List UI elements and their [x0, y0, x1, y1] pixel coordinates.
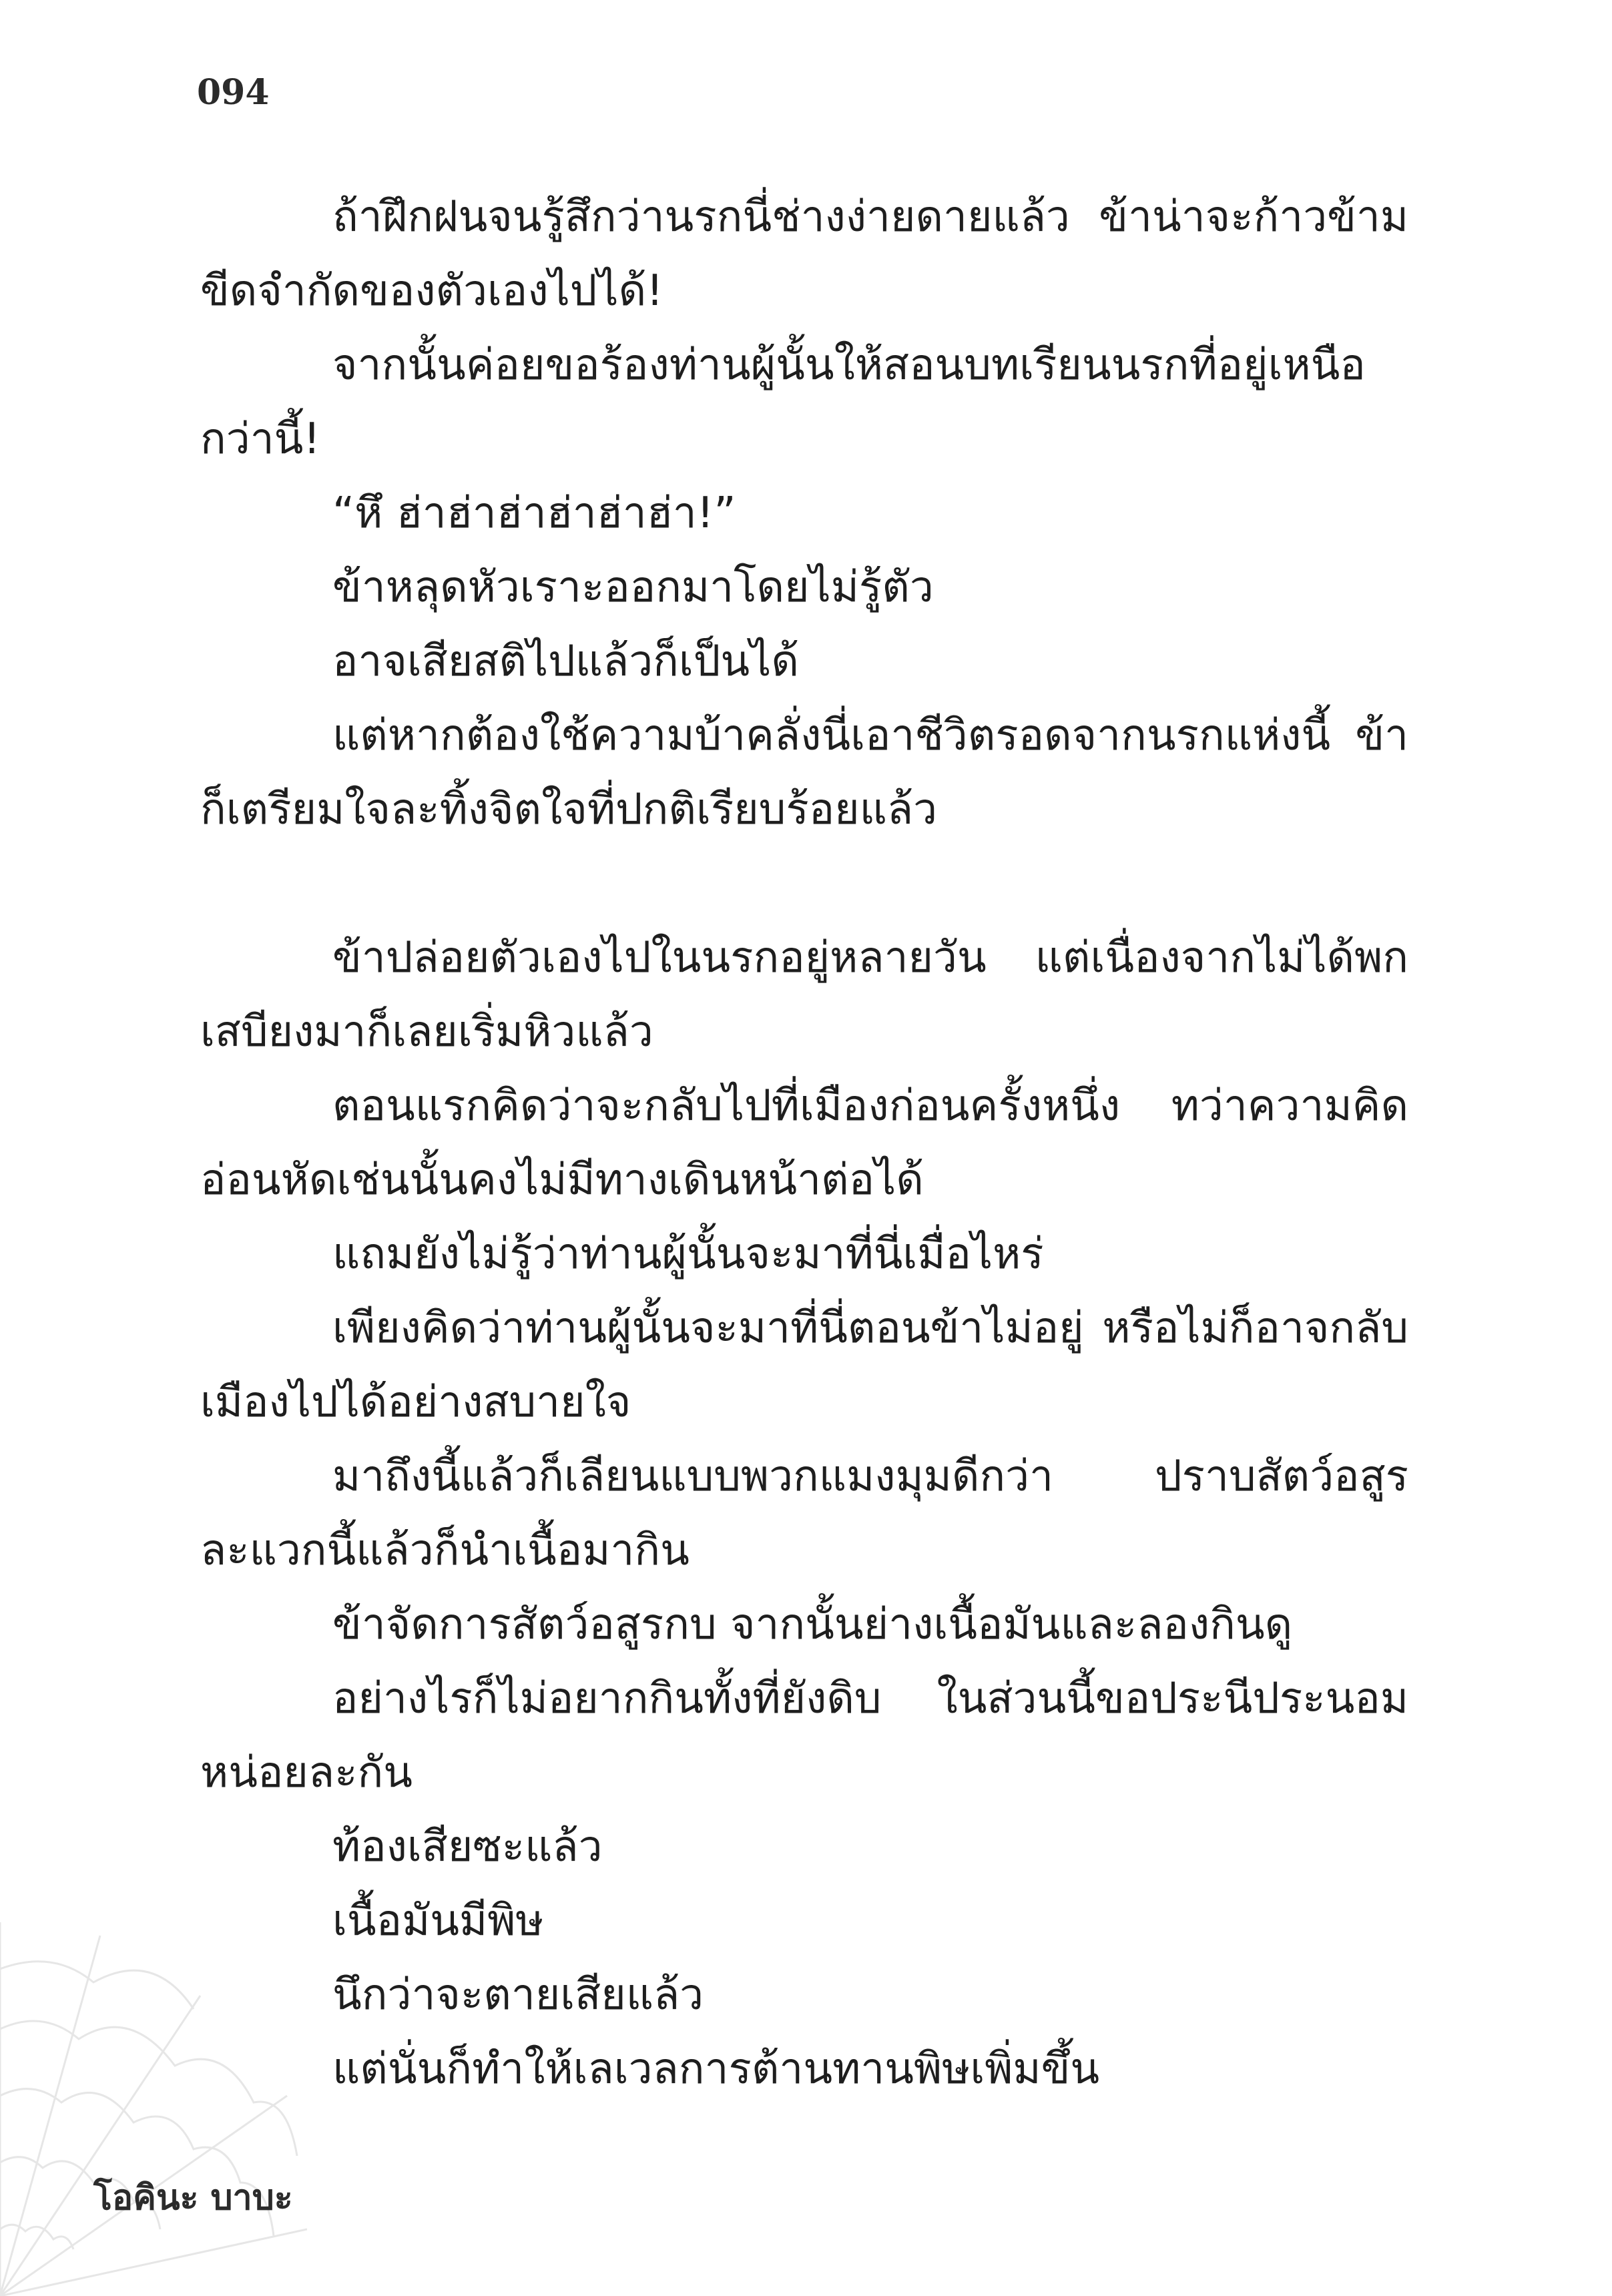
paragraph: มาถึงนี้แล้วก็เลียนแบบพวกแมงมุมดีกว่า ปราบสัตว์อสูรละแวกนี้แล้วก็นำเนื้อมากิน [200, 1452, 1408, 1575]
paragraph: ถ้าฝึกฝนจนรู้สึกว่านรกนี่ช่างง่ายดายแล้ว ข้าน่าจะก้าวข้ามขีดจำกัดของตัวเองไปได้! [200, 192, 1408, 316]
paragraph: เนื้อมันมีพิษ [332, 1896, 544, 1946]
body-text [200, 180, 1408, 2106]
paragraph: นึกว่าจะตายเสียแล้ว [332, 1970, 704, 2020]
author-name: โอคินะ บาบะ [93, 2178, 293, 2218]
paragraph: จากนั้นค่อยขอร้องท่านผู้นั้นให้สอนบทเรียนนรกที่อยู่เหนือกว่านี้! [200, 340, 1366, 464]
paragraph: แต่หากต้องใช้ความบ้าคลั่งนี่เอาชีวิตรอดจากนรกแห่งนี้ ข้าก็เตรียมใจละทิ้งจิตใจที่ปกติเรียบร้อยแล้ว [200, 711, 1408, 834]
paragraph: แต่นั่นก็ทำให้เลเวลการต้านทานพิษเพิ่มขึ้น [332, 2044, 1100, 2094]
page-number: 094 [197, 72, 270, 113]
paragraph: “หึ ฮ่าฮ่าฮ่าฮ่าฮ่าฮ่า!” [332, 489, 736, 538]
paragraph: ข้าหลุดหัวเราะออกมาโดยไม่รู้ตัว [332, 563, 934, 612]
paragraph: อย่างไรก็ไม่อยากกินทั้งที่ยังดิบ ในส่วนนี้ขอประนีประนอมหน่อยละกัน [200, 1674, 1408, 1797]
paragraph: อาจเสียสติไปแล้วก็เป็นได้ [332, 637, 799, 686]
paragraph: ท้องเสียซะแล้ว [332, 1822, 603, 1872]
paragraph: ตอนแรกคิดว่าจะกลับไปที่เมืองก่อนครั้งหนึ่ง ทว่าความคิดอ่อนหัดเช่นนั้นคงไม่มีทางเดินหน้าต่อได้ [200, 1081, 1408, 1205]
paragraph: ข้าปล่อยตัวเองไปในนรกอยู่หลายวัน แต่เนื่องจากไม่ได้พกเสบียงมาก็เลยเริ่มหิวแล้ว [200, 933, 1408, 1057]
paragraph: เพียงคิดว่าท่านผู้นั้นจะมาที่นี่ตอนข้าไม่อยู่ หรือไม่ก็อาจกลับเมืองไปได้อย่างสบายใจ [200, 1304, 1408, 1427]
paragraph: แถมยังไม่รู้ว่าท่านผู้นั้นจะมาที่นี่เมื่อไหร่ [332, 1229, 1044, 1279]
paragraph: ข้าจัดการสัตว์อสูรกบ จากนั้นย่างเนื้อมันและลองกินดู [332, 1600, 1293, 1649]
spider-web-icon [0, 1882, 307, 2296]
